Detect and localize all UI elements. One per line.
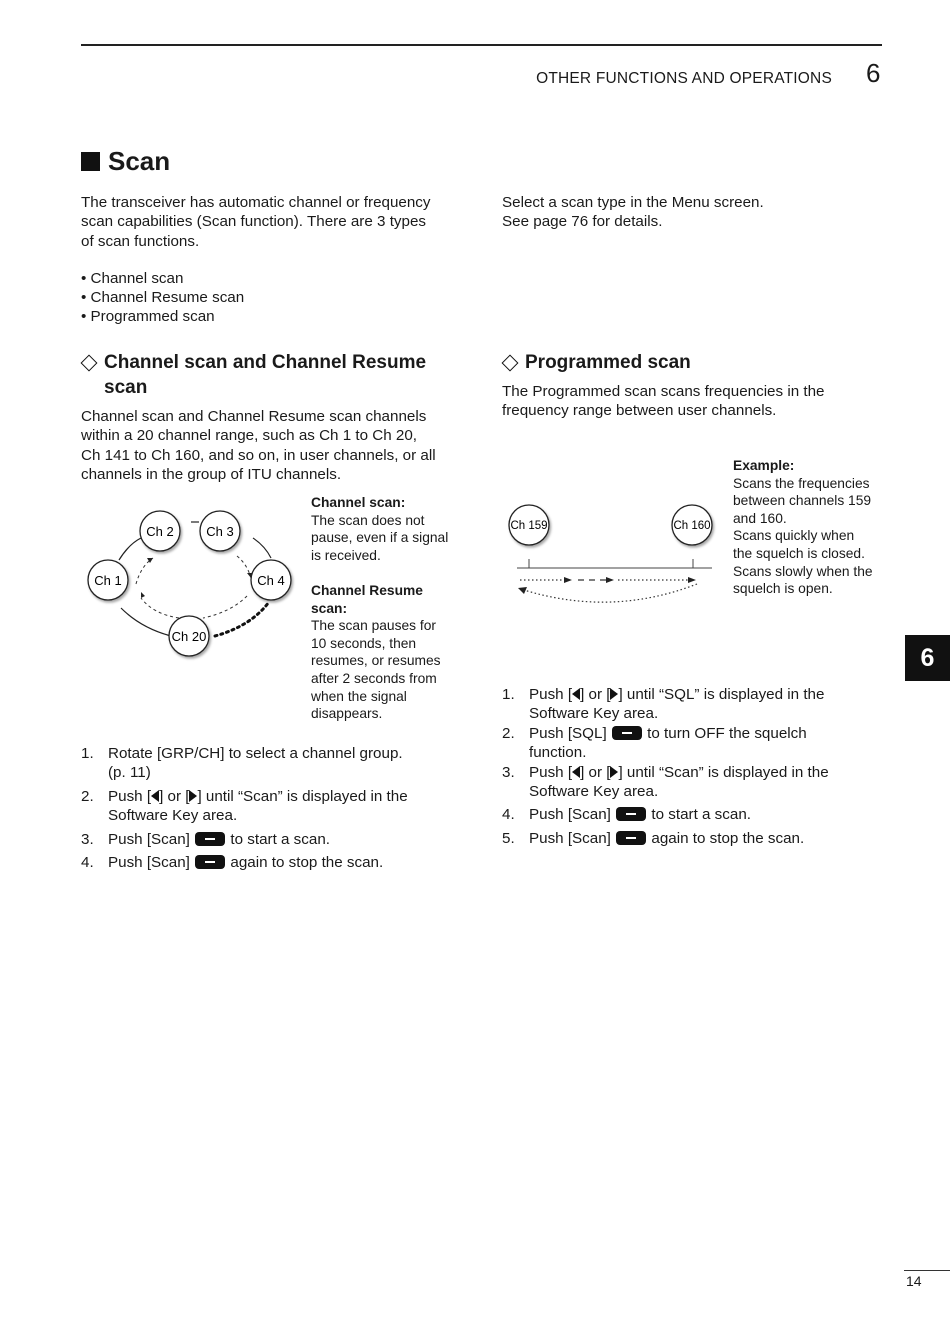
- note-line: resumes, or resumes: [311, 653, 441, 669]
- intro-right-line: Select a scan type in the Menu screen.: [502, 194, 764, 211]
- note-line: The scan pauses for: [311, 618, 437, 634]
- step-item: 1. Rotate [GRP/CH] to select a channel group. (p. 11): [81, 745, 403, 782]
- note-title: Channel Resume: [311, 583, 423, 598]
- note-title: scan:: [311, 600, 348, 616]
- section-title: [81, 146, 170, 177]
- scan-type-list: [81, 269, 244, 327]
- programmed-scan-description: [502, 382, 882, 421]
- header-rule: [81, 44, 882, 46]
- diamond-icon: [81, 355, 98, 372]
- note-line: disappears.: [311, 706, 383, 722]
- subsection-title-line: Programmed scan: [525, 352, 691, 373]
- channel-node-ch20: [169, 616, 209, 656]
- channel-node-ch3: [200, 511, 240, 551]
- list-item: • Channel Resume scan: [81, 289, 245, 307]
- note-line: when the signal: [311, 688, 407, 704]
- programmed-scan-heading: [502, 350, 882, 375]
- intro-line: scan capabilities (Scan function). There are 3 types: [81, 213, 426, 231]
- example-note: [733, 457, 893, 598]
- desc-line: frequency range between user channels.: [502, 402, 777, 420]
- desc-line: Ch 141 to Ch 160, and so on, in user channels, or all: [81, 446, 436, 464]
- note-line: The scan does not: [311, 512, 425, 528]
- step-item: 3. Push [ ] or [ ] until “Scan” is displayed in the Software Key area.: [502, 763, 829, 801]
- sql-key-icon: [612, 726, 642, 740]
- step-item: 3. Push [Scan] to start a scan.: [81, 830, 330, 848]
- intro-line: The transceiver has automatic channel or frequency: [81, 194, 431, 211]
- channel-node-ch1: [88, 560, 128, 600]
- subsection-title-line: scan: [104, 377, 148, 398]
- channel-scan-note: [311, 494, 471, 564]
- left-arrow-icon: [572, 688, 580, 700]
- scan-key-icon: [195, 855, 225, 869]
- channel-node-ch2: [140, 511, 180, 551]
- subsection-title-line: Channel scan and Channel Resume: [104, 352, 427, 373]
- step-item: 5. Push [Scan] again to stop the scan.: [502, 829, 805, 847]
- step-item: 4. Push [Scan] to start a scan.: [502, 806, 751, 824]
- chapter-title: OTHER FUNCTIONS AND OPERATIONS: [536, 70, 832, 87]
- channel-node-ch160: [672, 505, 712, 545]
- note-line: pause, even if a signal: [311, 530, 449, 546]
- step-item: 4. Push [Scan] again to stop the scan.: [81, 854, 384, 872]
- note-line: Scans the frequencies: [733, 475, 870, 491]
- list-item: • Programmed scan: [81, 308, 215, 326]
- channel-scan-description: [81, 407, 471, 485]
- square-bullet-icon: [81, 152, 100, 171]
- programmed-scan-diagram: [502, 495, 722, 610]
- channel-resume-note: [311, 582, 471, 723]
- intro-right-paragraph: [502, 193, 882, 232]
- desc-line: Channel scan and Channel Resume scan channels: [81, 408, 427, 425]
- note-line: after 2 seconds from: [311, 670, 437, 686]
- desc-line: The Programmed scan scans frequencies in the: [502, 383, 825, 400]
- note-title: Channel scan:: [311, 495, 406, 510]
- left-arrow-icon: [572, 766, 580, 778]
- channel-node-ch4: [251, 560, 291, 600]
- note-line: between channels 159: [733, 493, 872, 509]
- svg-text:Ch 159: Ch 159: [510, 520, 548, 532]
- note-line: the squelch is closed.: [733, 545, 865, 561]
- programmed-scan-steps: [502, 685, 882, 848]
- desc-line: channels in the group of ITU channels.: [81, 466, 342, 484]
- note-line: 10 seconds, then: [311, 635, 417, 651]
- step-item: 1. Push [ ] or [ ] until “SQL” is displayed in the Software Key area.: [502, 686, 825, 723]
- note-line: is received.: [311, 547, 381, 563]
- desc-line: within a 20 channel range, such as Ch 1 to Ch 20,: [81, 427, 418, 445]
- svg-text:Ch 4: Ch 4: [257, 573, 285, 588]
- section-title-text: Scan: [108, 146, 171, 176]
- note-line: squelch is open.: [733, 581, 833, 597]
- svg-text:Ch 2: Ch 2: [146, 524, 174, 539]
- svg-text:Ch 1: Ch 1: [94, 573, 122, 588]
- note-line: and 160.: [733, 510, 787, 526]
- scan-key-icon: [195, 832, 225, 846]
- chapter-tab: 6: [905, 635, 950, 681]
- scan-key-icon: [616, 807, 646, 821]
- channel-node-ch159: [509, 505, 549, 545]
- svg-text:Ch 3: Ch 3: [206, 524, 234, 539]
- step-item: 2. Push [ ] or [ ] until “Scan” is displayed in the Software Key area.: [81, 787, 408, 825]
- footer-rule: [904, 1270, 950, 1271]
- intro-right-line: See page 76 for details.: [502, 213, 663, 231]
- intro-paragraph: [81, 193, 466, 251]
- left-arrow-icon: [151, 790, 159, 802]
- scan-key-icon: [616, 831, 646, 845]
- list-item: • Channel scan: [81, 270, 184, 287]
- step-item: 2. Push [SQL] to turn OFF the squelch function.: [502, 724, 807, 762]
- chapter-number: 6: [866, 58, 881, 88]
- svg-text:Ch 20: Ch 20: [171, 629, 207, 644]
- channel-scan-steps: [81, 744, 481, 872]
- diamond-icon: [502, 355, 519, 372]
- note-title: Example:: [733, 458, 795, 473]
- note-line: Scans quickly when: [733, 528, 855, 544]
- page-number: 14: [906, 1273, 922, 1289]
- svg-text:Ch 160: Ch 160: [673, 520, 711, 532]
- channel-scan-heading: [81, 350, 466, 400]
- note-line: Scans slowly when the: [733, 563, 873, 579]
- channel-scan-diagram: [81, 500, 306, 670]
- intro-line: of scan functions.: [81, 232, 200, 250]
